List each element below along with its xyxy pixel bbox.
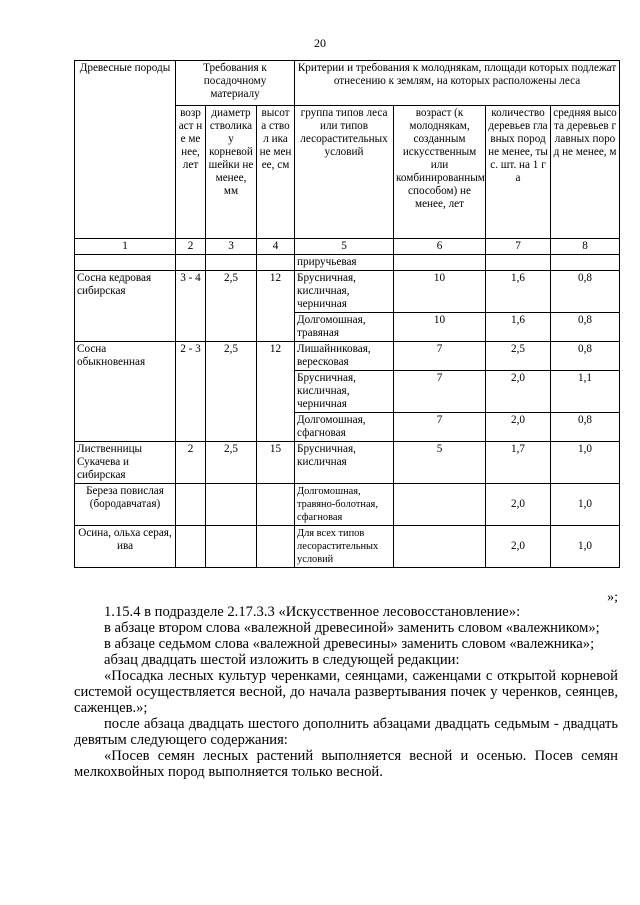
group-cell: Для всех типов лесорастительных условий xyxy=(295,526,394,568)
paragraph: «Посев семян лесных растений выполняется весной и осенью. Посев семян мелкохвойных пород выполняется только весной. xyxy=(74,748,618,780)
count-cell: 1,6 xyxy=(486,271,551,313)
young-age-cell: 10 xyxy=(394,313,486,342)
count-cell: 2,0 xyxy=(486,484,551,526)
young-age-cell: 7 xyxy=(394,371,486,413)
height-cell: 12 xyxy=(257,271,295,342)
height-cell: 12 xyxy=(257,342,295,442)
col-number: 1 xyxy=(75,239,176,255)
paragraph: «Посадка лесных культур черенками, сеянцами, саженцами с открытой корневой системой осуществляется весной, до начала развертывания почек у черенков, сеянцев, саженцев.»; xyxy=(74,668,618,716)
closing-quote-mark: »; xyxy=(607,590,618,605)
species-cell: Осина, ольха серая, ива xyxy=(75,526,176,568)
col-number: 3 xyxy=(206,239,257,255)
group-cell: Брусничная, кисличная, черничная xyxy=(295,371,394,413)
avg-height-cell: 1,0 xyxy=(551,442,620,484)
diameter-cell: 2,5 xyxy=(206,342,257,442)
group-cell: Брусничная, кисличная, черничная xyxy=(295,271,394,313)
col-number: 5 xyxy=(295,239,394,255)
carryover-group: приручьевая xyxy=(295,255,394,271)
avg-height-cell: 0,8 xyxy=(551,342,620,371)
count-cell: 2,0 xyxy=(486,526,551,568)
paragraph: в абзаце седьмом слова «валежной древесины» заменить словом «валежника»; xyxy=(104,636,595,652)
age-cell: 2 xyxy=(176,442,206,484)
species-cell: Лиственницы Сукачева и сибирская xyxy=(75,442,176,484)
header-criteria: Критерии и требования к молоднякам, площади которых подлежат отнесению к землям, на которых расположены леса xyxy=(295,61,620,106)
height-cell: 15 xyxy=(257,442,295,484)
table-row xyxy=(75,342,620,371)
table-row xyxy=(75,484,620,526)
col-number: 4 xyxy=(257,239,295,255)
table-row xyxy=(75,255,620,271)
age-cell: 3 - 4 xyxy=(176,271,206,342)
col-number: 7 xyxy=(486,239,551,255)
diameter-cell: 2,5 xyxy=(206,271,257,342)
avg-height-cell: 0,8 xyxy=(551,271,620,313)
avg-height-cell: 1,0 xyxy=(551,526,620,568)
group-cell: Долгомошная, травяно-болотная, сфагновая xyxy=(295,484,394,526)
avg-height-cell: 1,0 xyxy=(551,484,620,526)
header-avg-height: средняя высота деревьев главных пород не менее, м xyxy=(551,106,620,239)
count-cell: 1,7 xyxy=(486,442,551,484)
page-number: 20 xyxy=(314,36,326,50)
group-cell: Долгомошная, травяная xyxy=(295,313,394,342)
diameter-cell: 2,5 xyxy=(206,442,257,484)
young-age-cell: 7 xyxy=(394,413,486,442)
species-cell: Сосна кедровая сибирская xyxy=(75,271,176,342)
young-age-cell: 10 xyxy=(394,271,486,313)
paragraph: 1.15.4 в подразделе 2.17.3.3 «Искусственное лесовосстановление»: xyxy=(104,604,521,620)
col-number: 6 xyxy=(394,239,486,255)
avg-height-cell: 0,8 xyxy=(551,413,620,442)
col-number: 8 xyxy=(551,239,620,255)
header-diameter: диаметр стволика у корневой шейки не менее, мм xyxy=(206,106,257,239)
age-cell: 2 - 3 xyxy=(176,342,206,442)
header-forest-group: группа типов леса или типов лесорастительных условий xyxy=(295,106,394,239)
header-species: Древесные породы xyxy=(75,61,176,239)
header-young-age: возраст (к молоднякам, созданным искусственным или комбинированным способом) не менее, лет xyxy=(394,106,486,239)
avg-height-cell: 1,1 xyxy=(551,371,620,413)
species-cell: Береза повислая (бородавчатая) xyxy=(75,484,176,526)
header-age: возраст не менее, лет xyxy=(176,106,206,239)
table-row xyxy=(75,442,620,484)
young-age-cell: 7 xyxy=(394,342,486,371)
header-tree-count: количество деревьев главных пород не менее, тыс. шт. на 1 га xyxy=(486,106,551,239)
table-row xyxy=(75,526,620,568)
avg-height-cell: 0,8 xyxy=(551,313,620,342)
count-cell: 2,0 xyxy=(486,413,551,442)
header-height: высота ствол ика не менее, см xyxy=(257,106,295,239)
paragraph: абзац двадцать шестой изложить в следующей редакции: xyxy=(104,652,460,668)
table-row xyxy=(75,271,620,313)
count-cell: 2,5 xyxy=(486,342,551,371)
count-cell: 1,6 xyxy=(486,313,551,342)
count-cell: 2,0 xyxy=(486,371,551,413)
col-number: 2 xyxy=(176,239,206,255)
paragraph: после абзаца двадцать шестого дополнить абзацами двадцать седьмым - двадцать девятым следующего содержания: xyxy=(74,716,618,748)
paragraph: в абзаце втором слова «валежной древесиной» заменить словом «валежником»; xyxy=(104,620,600,636)
header-planting-requirements: Требования к посадочному материалу xyxy=(176,61,295,106)
young-age-cell: 5 xyxy=(394,442,486,484)
group-cell: Долгомошная, сфагновая xyxy=(295,413,394,442)
forest-requirements-table xyxy=(74,60,620,568)
species-cell: Сосна обыкновенная xyxy=(75,342,176,442)
body-text xyxy=(74,604,618,780)
group-cell: Брусничная, кисличная xyxy=(295,442,394,484)
group-cell: Лишайниковая, вересковая xyxy=(295,342,394,371)
